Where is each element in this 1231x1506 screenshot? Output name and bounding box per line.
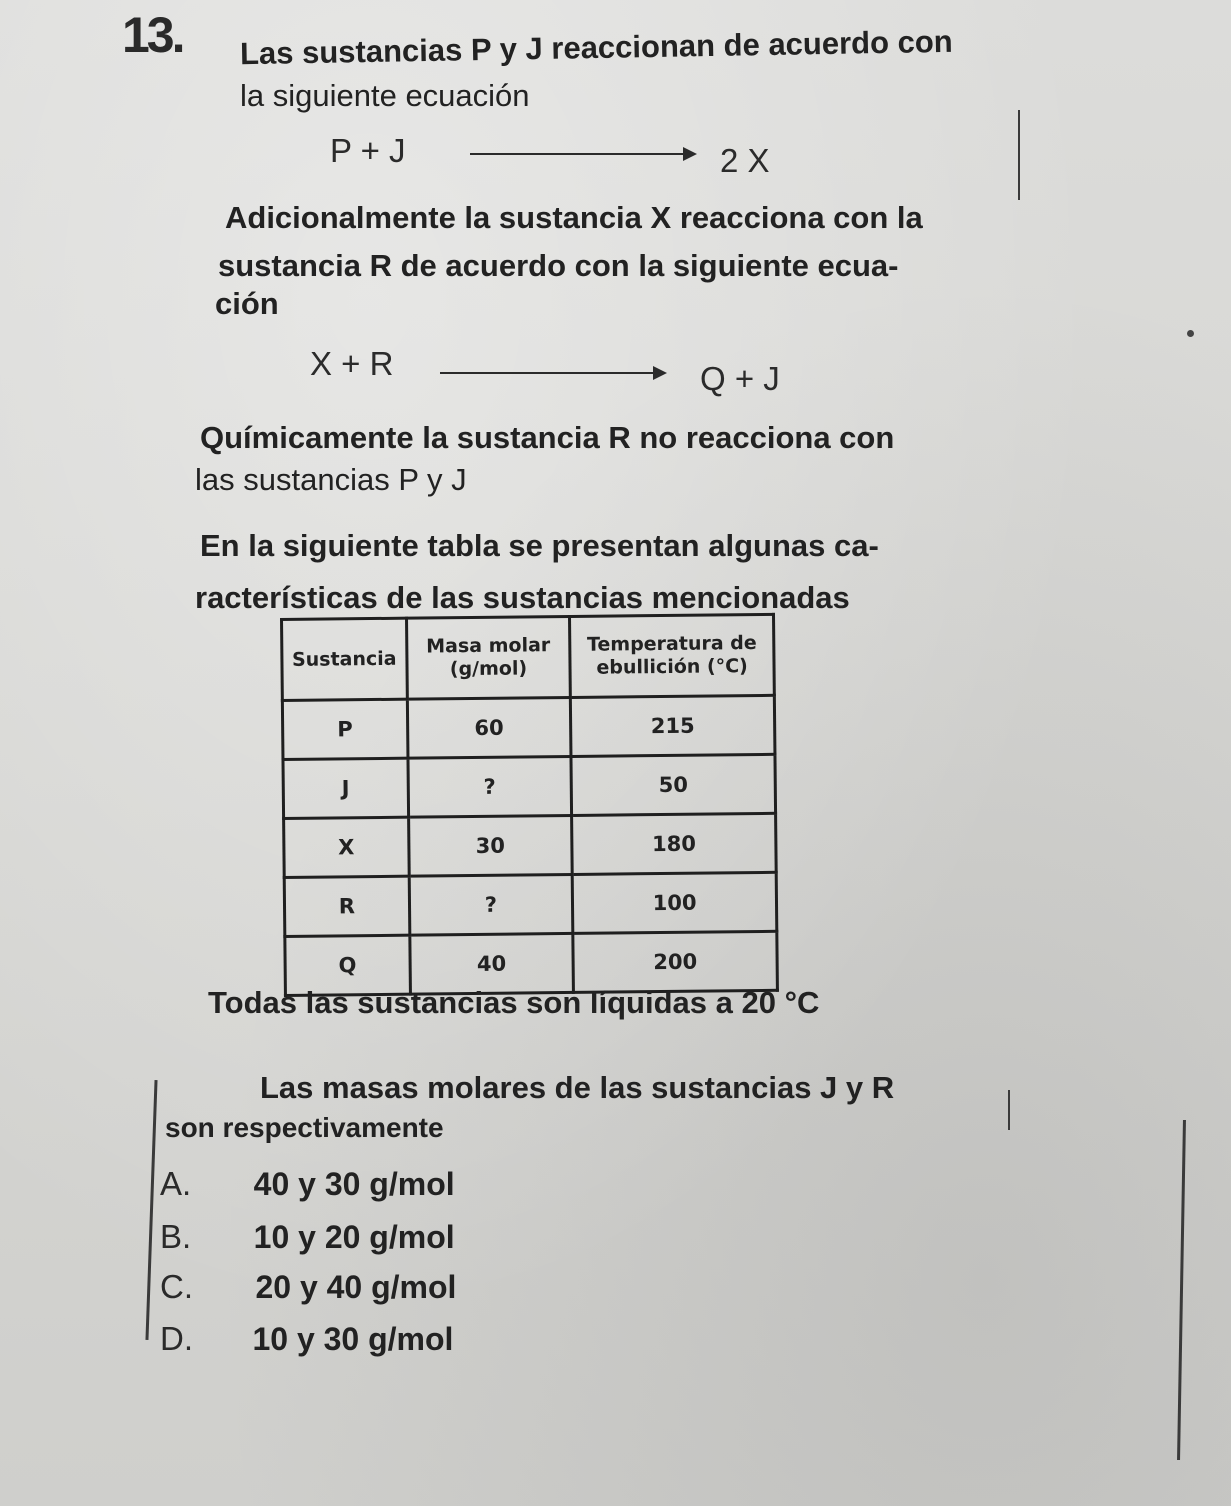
paragraph-3-line-1: Químicamente la sustancia R no reacciona con [200, 420, 895, 455]
cell-molar-mass: 60 [407, 697, 571, 758]
prompt-line-1: Las masas molares de las sustancias J y R [260, 1070, 895, 1105]
equation-1-arrow [470, 153, 695, 155]
option-b[interactable] [160, 1218, 455, 1256]
cell-substance: J [283, 758, 408, 818]
equation-1-products: 2 X [720, 142, 770, 179]
equation-1-reactants: P + J [330, 132, 406, 169]
prompt-line-2: son respectivamente [165, 1112, 444, 1143]
option-d[interactable] [160, 1320, 453, 1358]
paragraph-4-line-1: En la siguiente tabla se presentan algunas ca- [200, 528, 879, 563]
note-line: Todas las sustancias son líquidas a 20 °C [208, 985, 820, 1020]
option-c-letter: C. [160, 1268, 193, 1305]
table-header-row [282, 614, 775, 700]
margin-mark [1177, 1120, 1186, 1460]
option-c-text: 20 y 40 g/mol [255, 1269, 457, 1305]
intro-line-2: la siguiente ecuación [240, 78, 530, 113]
table-row [284, 872, 777, 936]
cell-boiling-point: 180 [572, 813, 776, 874]
intro-line-1: Las sustancias P y J reaccionan de acuerdo con [239, 23, 953, 72]
equation-2-products: Q + J [700, 360, 780, 397]
option-c[interactable] [160, 1268, 456, 1306]
paragraph-3-line-2: las sustancias P y J [195, 462, 467, 497]
margin-mark [1008, 1090, 1010, 1130]
question-number: 13. [122, 7, 183, 63]
substances-table [280, 613, 779, 997]
equation-2-reactants: X + R [310, 345, 394, 382]
cell-boiling-point: 200 [573, 931, 777, 992]
equation-2-arrow [440, 372, 665, 374]
cell-substance: Q [285, 935, 410, 995]
cell-molar-mass: ? [409, 874, 573, 935]
option-a-text: 40 y 30 g/mol [253, 1166, 455, 1202]
paragraph-4-line-2: racterísticas de las sustancias mencionadas [195, 580, 850, 615]
cell-boiling-point: 215 [571, 695, 775, 756]
table-row [284, 813, 777, 877]
paragraph-2-line-2: sustancia R de acuerdo con la siguiente ecua- [218, 248, 899, 283]
option-d-letter: D. [160, 1320, 193, 1357]
option-d-text: 10 y 30 g/mol [252, 1321, 454, 1357]
header-substance: Sustancia [282, 618, 408, 700]
option-a[interactable] [160, 1165, 455, 1203]
table-row [283, 754, 776, 818]
cell-substance: R [284, 876, 409, 936]
paragraph-2-line-1: Adicionalmente la sustancia X reacciona con la [225, 200, 923, 235]
margin-mark [145, 1080, 157, 1340]
margin-mark [1018, 110, 1020, 200]
paragraph-2-line-3: ción [215, 286, 279, 321]
option-a-letter: A. [160, 1165, 192, 1202]
header-molar-mass: Masa molar (g/mol) [406, 616, 570, 699]
cell-boiling-point: 100 [572, 872, 776, 933]
cell-boiling-point: 50 [571, 754, 775, 815]
cell-substance: X [284, 817, 409, 877]
cell-molar-mass: ? [408, 756, 572, 817]
header-boiling-point: Temperatura de ebullición (°C) [570, 614, 775, 697]
cell-molar-mass: 40 [410, 933, 574, 994]
ink-dot [1187, 330, 1194, 337]
table-row [282, 695, 775, 759]
cell-molar-mass: 30 [408, 815, 572, 876]
option-b-letter: B. [160, 1218, 192, 1255]
cell-substance: P [282, 699, 407, 759]
option-b-text: 10 y 20 g/mol [253, 1219, 455, 1255]
